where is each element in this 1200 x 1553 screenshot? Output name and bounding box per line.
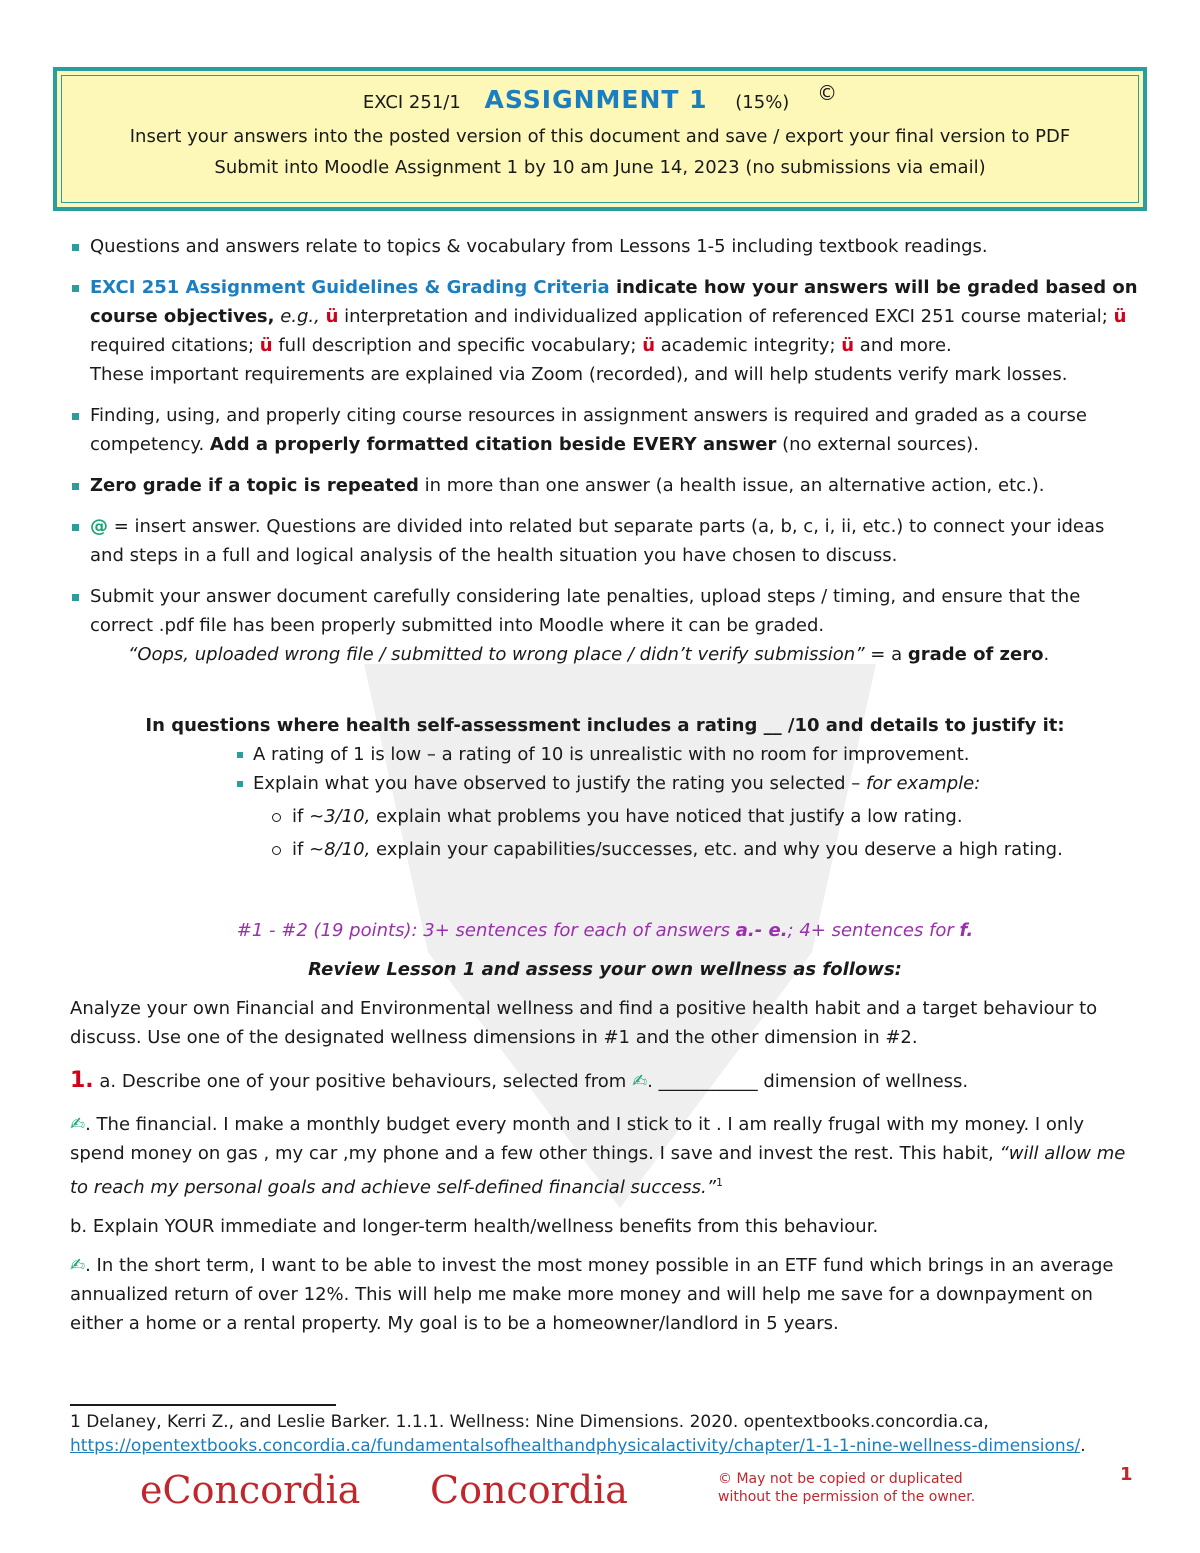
list-item: Finding, using, and properly citing course resources in assignment answers is required and graded as a course competency. Add a properly formatted citation beside EVERY answer (no external sources). [70,401,1140,459]
list-item: Submit your answer document carefully considering late penalties, upload steps / timing, and ensure that the correct .pdf file has been properly submitted into Moodle where it can be graded. “Oops, uploaded wrong file / submitted to wrong place / didn’t verify submission” = a grade of zero. [70,582,1140,669]
footnote-link[interactable]: https://opentextbooks.concordia.ca/fundamentalsofhealthandphysicalactivity/chapter/1-1-1-nine-wellness-dimensions/ [70,1436,1081,1456]
document-body [70,232,1140,1338]
check-icon: ü [1113,306,1127,327]
question-1a: 1. a. Describe one of your positive behaviours, selected from ✍. ___________ dimension of wellness. [70,1068,969,1093]
rating-list [235,740,1140,798]
page-footer [0,1460,1200,1520]
pen-icon: ✍ [70,1114,86,1135]
list-item: Zero grade if a topic is repeated in more than one answer (a health issue, an alternative action, etc.). [70,471,1140,500]
check-icon: ü [642,335,656,356]
intro-paragraph: Analyze your own Financial and Environmental wellness and find a positive health habit and a target behaviour to discuss. Use one of the designated wellness dimensions in #1 and the other dimension in #2. [70,998,1098,1048]
list-item: EXCI 251 Assignment Guidelines & Grading Criteria indicate how your answers will be graded based on course objectives, e.g., ü interpretation and individualized application of referenced EXCI 251 course material; ü required citations; ü full description and specific vocabulary; ü academic integrity; ü and more. These important requirements are explained via Zoom (recorded), and will help students verify mark losses. [70,273,1140,389]
pen-icon: ✍ [632,1071,648,1092]
list-item: Questions and answers relate to topics & vocabulary from Lessons 1-5 including textbook readings. [70,232,1140,261]
rating-section-title: In questions where health self-assessment includes a rating __ /10 and details to justify it: [145,715,1065,736]
question-number: 1. [70,1068,94,1093]
answer-1b[interactable]: ✍. In the short term, I want to be able to invest the most money possible in an ETF fund which brings in an average annualized return of over 12%. This will help me make more money and will help me save for a downpayment on either a home or a rental property. My goal is to be a homeowner/landlord in 5 years. [70,1255,1114,1334]
copyright-notice: © May not be copied or duplicated without the permission of the owner. [718,1471,976,1505]
assignment-header-box [53,67,1147,211]
list-item: @ = insert answer. Questions are divided into related but separate parts (a, b, c, i, ii, etc.) to connect your ideas and steps in a full and logical analysis of the health situation you have chosen to discuss. [70,512,1140,570]
list-item: A rating of 1 is low – a rating of 10 is unrealistic with no room for improvement. [235,740,1140,769]
list-item: if ~3/10, explain what problems you have noticed that justify a low rating. [270,802,1140,831]
check-icon: ü [841,335,855,356]
points-note: #1 - #2 (19 points): 3+ sentences for each of answers a.- e.; 4+ sentences for f. [236,920,974,941]
at-icon: @ [90,516,108,537]
guidelines-link[interactable]: EXCI 251 Assignment Guidelines & Grading Criteria [90,277,610,298]
assignment-weight: (15%) [735,92,790,113]
page-number: 1 [1120,1464,1133,1485]
footnote: 1 Delaney, Kerri Z., and Leslie Barker. 1.1.1. Wellness: Nine Dimensions. 2020. opentextbooks.concordia.ca, https://opentextbooks.concordia.ca/fundamentalsofhealthandphysicalactivity/chapter/1-1-1-nine-wellness-dimensions/. [70,1412,1086,1456]
concordia-logo: Concordia [430,1468,628,1512]
pen-icon: ✍ [70,1255,86,1276]
econcordia-logo: eConcordia [140,1468,361,1512]
rating-sub-list [270,802,1140,864]
answer-1a[interactable]: ✍. The financial. I make a monthly budget every month and I stick to it . I am really frugal with my money. I only spend money on gas , my car ,my phone and a few other things. I save and invest the rest. This habit, “will allow me to reach my personal goals and achieve self-defined financial success.”$^1$ [70,1114,1126,1198]
copyright-icon: © [817,81,838,105]
question-1b: b. Explain YOUR immediate and longer-term health/wellness benefits from this behaviour. [70,1216,879,1237]
header-deadline: Submit into Moodle Assignment 1 by 10 am June 14, 2023 (no submissions via email) [214,157,986,178]
header-instructions: Insert your answers into the posted version of this document and save / export your final version to PDF [129,126,1071,147]
review-heading: Review Lesson 1 and assess your own wellness as follows: [308,959,902,980]
assignment-title: ASSIGNMENT 1 [484,85,708,114]
list-item: Explain what you have observed to justify the rating you selected – for example: [235,769,1140,798]
list-item: if ~8/10, explain your capabilities/successes, etc. and why you deserve a high rating. [270,835,1140,864]
check-icon: ü [325,306,339,327]
course-code: EXCI 251/1 [362,92,461,113]
check-icon: ü [259,335,273,356]
instructions-list [70,232,1140,669]
footnote-divider [70,1404,336,1406]
header-title-line [57,81,1143,114]
